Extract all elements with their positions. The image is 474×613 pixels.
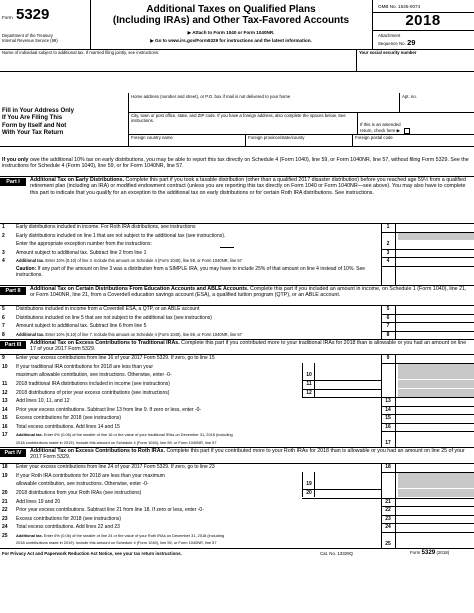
line-21-row bbox=[0, 498, 474, 506]
part-3-heading bbox=[30, 340, 468, 353]
line-4-text: Enter 10% (0.10) of line 3. Include this amount on Schedule 4 (Form 1040), line 59, or Form 1040NR, line 57 bbox=[44, 258, 242, 263]
line-11-shade bbox=[398, 380, 474, 388]
line-12-number: 12 bbox=[2, 389, 8, 396]
line-21-number: 21 bbox=[2, 498, 8, 505]
line-18-label: Enter your excess contributions from line 24 of your 2017 Form 5329. If zero, go to line 23 bbox=[16, 464, 215, 470]
line-17-number: 17 bbox=[2, 432, 8, 438]
part-3-title: Additional Tax on Excess Contributions to Traditional IRAs. bbox=[30, 340, 180, 346]
line-24-row bbox=[0, 523, 474, 531]
line-9-box: 9 bbox=[386, 355, 390, 361]
line-23-label: Excess contributions for 2018 (see instructions) bbox=[16, 515, 122, 522]
line-21-label: Add lines 19 and 20 bbox=[16, 498, 61, 505]
line-16-row bbox=[0, 423, 474, 431]
line-2-exception-label: Enter the appropriate exception number from the instructions: bbox=[16, 241, 152, 247]
line-14-amount[interactable] bbox=[398, 406, 474, 414]
line-10-text-a: If your traditional IRA contributions for 2018 are less than your bbox=[16, 364, 154, 370]
line-4-number: 4 bbox=[2, 258, 5, 264]
line-11-amount[interactable] bbox=[316, 380, 386, 388]
department-block bbox=[2, 33, 58, 43]
line-2-exception-row bbox=[0, 240, 474, 248]
line-10-label bbox=[16, 363, 172, 379]
line-6-box: 6 bbox=[386, 314, 390, 321]
line-12-shade bbox=[398, 389, 474, 397]
line-25-text-a: Enter 6% (0.06) of the smaller of line 24 or the value of your Roth IRAs on December 31, 2018 (including bbox=[42, 532, 225, 538]
line-19-amount[interactable] bbox=[316, 472, 386, 488]
line-13-number: 13 bbox=[2, 398, 8, 404]
attach-instruction: ▶ Attach to Form 1040 or Form 1040NR. bbox=[187, 30, 275, 35]
part-1-body: Complete this part if you took a taxable distribution (other than a qualified 2017 disaster distribution) before you reached age 59½ from a qualified retirement plan (including an IRA) or modified endowment contract (unless you are reporting this tax directly on Form 1040 or Form 1040NR—see above). You may also have to complete this part to indicate that you qualify for an exception to the additional tax on early distributions or for certain Roth IRA distributions. See instructions. bbox=[30, 177, 466, 196]
line-25-label bbox=[16, 532, 224, 547]
line-5-row bbox=[0, 305, 474, 313]
fill-in-address-note bbox=[2, 107, 74, 136]
line-13-label: Add lines 10, 11, and 12 bbox=[16, 398, 70, 404]
line-16-number: 16 bbox=[2, 423, 8, 430]
line-2-box: 2 bbox=[386, 241, 390, 247]
line-14-box: 14 bbox=[385, 406, 391, 413]
line-10-shade bbox=[398, 363, 474, 379]
line-3-row bbox=[0, 249, 474, 257]
line-2-number: 2 bbox=[2, 232, 5, 239]
line-22-label: Prior year excess contributions. Subtract line 21 from line 18. If zero or less, enter -0- bbox=[16, 507, 204, 513]
line-1-amount[interactable] bbox=[398, 223, 474, 231]
foreign-country-label: Foreign country name bbox=[131, 135, 173, 140]
line-7-label: Amount subject to additional tax. Subtract line 6 from line 5 bbox=[16, 323, 147, 329]
line-22-row bbox=[0, 506, 474, 514]
line-20-amount[interactable] bbox=[316, 489, 386, 497]
part-2-title: Additional Tax on Certain Distributions From Education Accounts and ABLE Accounts. bbox=[30, 286, 249, 292]
catalog-number: Cat. No. 13329Q bbox=[320, 551, 353, 556]
line-5-number: 5 bbox=[2, 306, 5, 312]
fill-in-line2: If You Are Filing This bbox=[2, 114, 63, 122]
attachment-sequence bbox=[378, 33, 415, 47]
fill-in-line1: Fill in Your Address Only bbox=[2, 107, 75, 114]
line-21-amount[interactable] bbox=[398, 498, 474, 506]
line-7-row bbox=[0, 322, 474, 330]
name-field-label: Name of individual subject to additional tax. If married filing jointly, see instructions. bbox=[2, 50, 160, 55]
line-16-amount[interactable] bbox=[398, 423, 474, 431]
line-8-row bbox=[0, 331, 474, 339]
line-2-shade bbox=[398, 232, 474, 240]
line-8-box: 8 bbox=[386, 331, 390, 338]
line-23-row bbox=[0, 515, 474, 523]
line-18-box: 18 bbox=[385, 464, 391, 470]
line-14-number: 14 bbox=[2, 406, 8, 413]
line-12-label: 2018 distributions of prior year excess contributions (see instructions) bbox=[16, 389, 170, 396]
line-19-text-a: If your Roth IRA contributions for 2018 are less than your maximum bbox=[16, 473, 165, 479]
line-1-number: 1 bbox=[2, 224, 5, 230]
part-2-body: Complete this part if you included an amount in income, on Schedule 1 (Form 1040), line 21, or Form 1040NR, line 21, from a Coverdell education savings account (ESA), a qualified tuition program (QTP), or an ABLE account. bbox=[30, 286, 467, 299]
line-5-label: Distributions included in income from a Coverdell ESA, a QTP, or an ABLE account bbox=[16, 306, 200, 312]
line-10-amount[interactable] bbox=[316, 363, 386, 379]
title-line1: Additional Taxes on Qualified Plans bbox=[146, 4, 316, 15]
line-10-box: 10 bbox=[306, 372, 312, 378]
line-19-shade bbox=[398, 472, 474, 488]
intro-text: owe the additional 10% tax on early distributions, you may be able to report this tax directly on Schedule 4 (Form 1040), line 59, or Form 1040NR, line 57, without filing Form 5329. See the instructions for Schedule 4 (Form 1040), line 59, or for Form 1040NR, line 57. bbox=[2, 157, 469, 170]
part-3-tag: Part III bbox=[0, 341, 26, 349]
line-25-bold: Additional tax. bbox=[16, 532, 43, 538]
name-field[interactable] bbox=[2, 57, 354, 69]
line-25-amount[interactable] bbox=[398, 532, 474, 548]
line-5-amount[interactable] bbox=[398, 305, 474, 313]
line-4-label bbox=[16, 257, 242, 265]
caution-bold: Caution: bbox=[16, 266, 37, 272]
part-4-tag: Part IV bbox=[0, 449, 26, 457]
line-17-text-b: 2018 contributions made in 2019). Include this amount on Schedule 4 (Form 1040), line 59, or Form 1040NR, line 57 bbox=[16, 439, 217, 445]
line-17-text-a: Enter 6% (0.06) of the smaller of line 16 or the value of your traditional IRAs on December 31, 2018 (including bbox=[42, 432, 233, 437]
line-16-box: 16 bbox=[385, 423, 391, 430]
line-4-bold: Additional tax. bbox=[16, 258, 45, 263]
line-7-box: 7 bbox=[386, 323, 390, 329]
line-23-amount[interactable] bbox=[398, 515, 474, 523]
line-4-row bbox=[0, 257, 474, 265]
amended-line2: return, check here ▶ bbox=[360, 127, 400, 133]
part-4-title: Additional Tax on Excess Contributions to Roth IRAs. bbox=[30, 448, 165, 454]
department-line1: Department of the Treasury bbox=[2, 33, 53, 38]
line-8-number: 8 bbox=[2, 331, 5, 338]
line-22-box: 22 bbox=[385, 507, 391, 513]
line-12-amount[interactable] bbox=[316, 389, 386, 397]
line-9-label: Enter your excess contributions from line 16 of your 2017 Form 5329. If zero, go to line 15 bbox=[16, 355, 215, 361]
line-3-label: Amount subject to additional tax. Subtract line 2 from line 1 bbox=[16, 249, 147, 256]
form-number-value: 5329 bbox=[16, 6, 50, 23]
foreign-province-label: Foreign province/state/county bbox=[248, 135, 305, 140]
amended-return-note bbox=[360, 122, 410, 134]
line-21-box: 21 bbox=[385, 498, 391, 505]
line-6-label: Distributions included on line 5 that are not subject to the additional tax (see instructions) bbox=[16, 314, 212, 321]
line-13-amount[interactable] bbox=[398, 397, 474, 405]
part-4-heading bbox=[30, 448, 468, 461]
attachment-label: Attachment bbox=[378, 33, 401, 38]
amended-return-checkbox[interactable] bbox=[404, 128, 410, 134]
line-9-row bbox=[0, 354, 474, 362]
line-15-label: Excess contributions for 2018 (see instructions) bbox=[16, 415, 122, 421]
line-11-label: 2018 traditional IRA distributions included in income (see instructions) bbox=[16, 381, 170, 387]
line-25-number: 25 bbox=[2, 532, 8, 539]
line-23-box: 23 bbox=[385, 515, 391, 522]
line-9-amount[interactable] bbox=[398, 354, 474, 362]
line-8-bold: Additional tax. bbox=[16, 331, 45, 337]
caution-text: If any part of the amount on line 3 was a distribution from a SIMPLE IRA, you may have to include 25% of that amount on line 4 instead of 10%. See instructions. bbox=[16, 266, 366, 278]
line-8-amount[interactable] bbox=[398, 331, 474, 339]
privacy-notice: For Privacy Act and Paperwork Reduction Act Notice, see your tax return instructions. bbox=[2, 551, 182, 556]
line-13-row bbox=[0, 397, 474, 405]
ssn-label: Your social security number bbox=[359, 50, 417, 55]
line-13-box: 13 bbox=[385, 398, 391, 404]
part-3-body: Complete this part if you contributed more to your traditional IRAs for 2018 than is allowable or you had an amount on line 17 of your 2017 Form 5329. bbox=[30, 340, 467, 353]
goto-instruction: ▶ Go to www.irs.gov/Form5329 for instructions and the latest information. bbox=[150, 38, 312, 43]
fill-in-line4: With Your Tax Return bbox=[2, 128, 64, 136]
line-17-label bbox=[16, 431, 233, 446]
line-3-box: 3 bbox=[386, 249, 390, 256]
part-2-tag: Part II bbox=[0, 287, 26, 295]
line-14-row bbox=[0, 406, 474, 414]
line-16-label: Total excess contributions. Add lines 14 and 15 bbox=[16, 423, 120, 430]
amended-line1: If this is an amended bbox=[360, 122, 401, 127]
intro-bold: If you only bbox=[2, 157, 29, 163]
form-label: Form bbox=[2, 15, 13, 20]
line-20-box: 20 bbox=[306, 490, 312, 496]
line-4-box: 4 bbox=[386, 258, 390, 264]
line-2-amount[interactable] bbox=[398, 240, 474, 248]
line-10-row bbox=[0, 363, 474, 379]
line-10-text-b: maximum allowable contribution, see instructions. Otherwise, enter -0- bbox=[16, 372, 172, 378]
line-18-row bbox=[0, 463, 474, 471]
line-2-label: Early distributions included on line 1 that are not subject to the additional tax (see instructions). bbox=[16, 232, 226, 239]
form-ref-year: (2018) bbox=[436, 550, 450, 555]
line-24-box: 24 bbox=[385, 524, 391, 530]
line-6-amount[interactable] bbox=[398, 314, 474, 322]
city-state-zip-label: City, town or post office, state, and ZIP code. If you have a foreign address, also complete the spaces below. See instructions. bbox=[131, 113, 346, 123]
line-3-amount[interactable] bbox=[398, 249, 474, 257]
line-7-number: 7 bbox=[2, 323, 5, 329]
line-12-row bbox=[0, 389, 474, 397]
part-4-body: Complete this part if you contributed more to your Roth IRAs for 2018 than is allowable or you had an amount on line 25 of your 2017 Form 5329. bbox=[30, 448, 465, 461]
department-line2: Internal Revenue Service (99) bbox=[2, 38, 58, 44]
fill-in-line3: Form by Itself and Not bbox=[2, 121, 67, 129]
intro-note bbox=[2, 157, 472, 170]
line-15-amount[interactable] bbox=[398, 414, 474, 422]
line-19-number: 19 bbox=[2, 473, 8, 479]
city-state-zip-field[interactable] bbox=[131, 125, 357, 134]
line-15-row bbox=[0, 414, 474, 422]
line-24-label: Total excess contributions. Add lines 22 and 23 bbox=[16, 524, 120, 530]
apt-number-label: Apt. no. bbox=[402, 94, 417, 99]
part-1-title: Additional Tax on Early Distributions. bbox=[30, 177, 125, 183]
line-19-text-b: allowable contribution, see instructions. Otherwise, enter -0- bbox=[16, 481, 149, 487]
line-11-box: 11 bbox=[306, 381, 312, 387]
line-6-row bbox=[0, 314, 474, 322]
part-2-heading bbox=[30, 286, 468, 299]
sequence-label: Sequence No. bbox=[378, 41, 406, 47]
line-3-number: 3 bbox=[2, 249, 5, 256]
part-1-tag: Part I bbox=[0, 178, 26, 186]
line-20-row bbox=[0, 489, 474, 497]
line-7-amount[interactable] bbox=[398, 322, 474, 330]
form-ref-number: 5329 bbox=[421, 549, 436, 556]
line-15-number: 15 bbox=[2, 415, 8, 421]
line-19-row bbox=[0, 472, 474, 488]
part-1-caution bbox=[16, 266, 386, 278]
line-22-number: 22 bbox=[2, 507, 8, 513]
ssn-field[interactable] bbox=[360, 57, 472, 69]
form-number bbox=[2, 6, 49, 23]
line-25-row bbox=[0, 532, 474, 548]
line-19-label bbox=[16, 472, 165, 488]
line-2-row bbox=[0, 232, 474, 240]
form-ref-prefix: Form bbox=[410, 550, 421, 555]
foreign-postal-label: Foreign postal code bbox=[355, 135, 393, 140]
line-11-row bbox=[0, 380, 474, 388]
line-8-text: Enter 10% (0.10) of line 7. Include this amount on Schedule 4 (Form 1040), line 59, or Form 1040NR, line 57 bbox=[44, 331, 242, 337]
sequence-number: 29 bbox=[407, 38, 416, 48]
line-17-row bbox=[0, 431, 474, 447]
line-5-box: 5 bbox=[386, 306, 390, 312]
line-18-number: 18 bbox=[2, 464, 8, 470]
omb-number: OMB No. 1545-0074 bbox=[378, 4, 421, 9]
line-4-amount[interactable] bbox=[398, 257, 474, 265]
line-24-amount[interactable] bbox=[398, 523, 474, 531]
part-1-heading bbox=[30, 177, 468, 196]
apt-number-field[interactable] bbox=[402, 101, 472, 111]
line-19-box: 19 bbox=[306, 481, 312, 487]
line-14-label: Prior year excess contributions. Subtract line 13 from line 9. If zero or less, enter -0- bbox=[16, 406, 202, 413]
line-22-amount[interactable] bbox=[398, 506, 474, 514]
line-20-shade bbox=[398, 489, 474, 497]
line-10-number: 10 bbox=[2, 364, 8, 370]
line-20-label: 2018 distributions from your Roth IRAs (see instructions) bbox=[16, 490, 142, 496]
home-address-field[interactable] bbox=[131, 101, 397, 111]
line-24-number: 24 bbox=[2, 524, 8, 530]
line-8-label bbox=[16, 331, 242, 339]
line-15-box: 15 bbox=[385, 415, 391, 421]
form-reference bbox=[410, 549, 449, 556]
line-18-amount[interactable] bbox=[398, 463, 474, 471]
line-17-bold: Additional tax. bbox=[16, 432, 43, 437]
line-1-box: 1 bbox=[386, 224, 390, 230]
line-25-box: 25 bbox=[385, 540, 391, 547]
line-11-number: 11 bbox=[2, 381, 8, 387]
line-1-label: Early distributions included in income. For Roth IRA distributions, see instructions bbox=[16, 224, 196, 230]
line-12-box: 12 bbox=[306, 389, 312, 396]
form-title bbox=[90, 4, 372, 26]
line-17-box: 17 bbox=[385, 440, 391, 446]
line-1-row bbox=[0, 223, 474, 231]
line-23-number: 23 bbox=[2, 515, 8, 522]
line-25-text-b: 2018 contributions made in 2019). Include this amount on Schedule 4 (Form 1040), line 59, or Form 1040NR, line 57 bbox=[16, 540, 217, 545]
line-9-number: 9 bbox=[2, 355, 5, 361]
line-17-amount[interactable] bbox=[398, 431, 474, 447]
line-20-number: 20 bbox=[2, 490, 8, 496]
tax-year: 2018 bbox=[405, 12, 441, 29]
title-line2: (Including IRAs) and Other Tax-Favored Accounts bbox=[112, 15, 350, 27]
home-address-label: Home address (number and street), or P.O. box if mail is not delivered to your home bbox=[131, 94, 291, 99]
line-6-number: 6 bbox=[2, 314, 5, 321]
